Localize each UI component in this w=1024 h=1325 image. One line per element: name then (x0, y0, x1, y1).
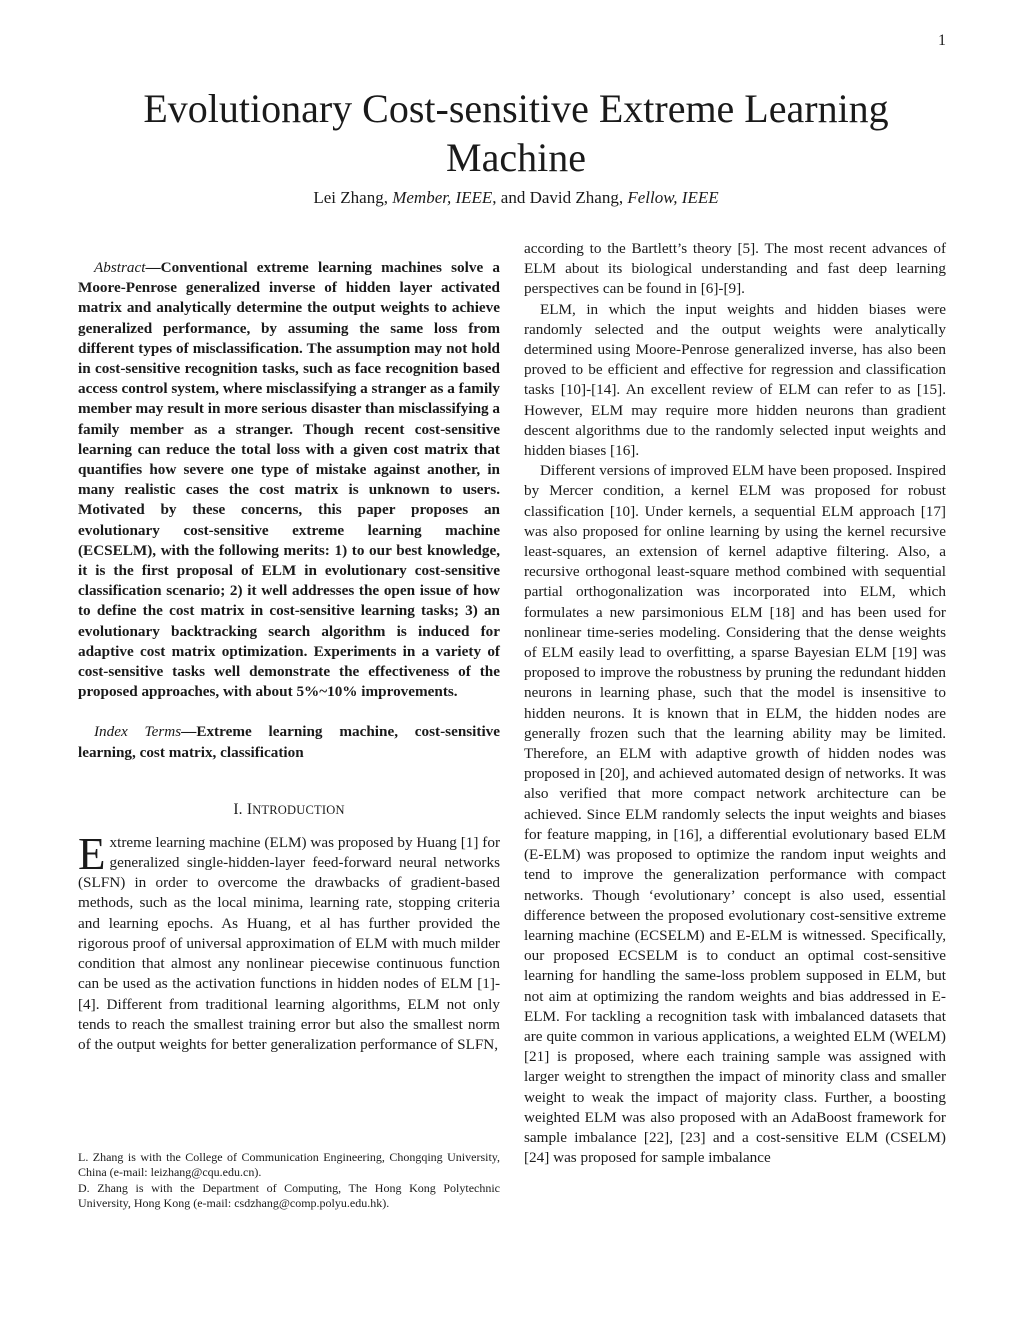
section-number: I. (233, 800, 243, 818)
abstract-label: Abstract (94, 259, 146, 276)
paper-title: Evolutionary Cost-sensitive Extreme Learning Machine (143, 86, 889, 180)
author-2-name: David Zhang, (529, 188, 624, 207)
index-terms-text: —Extreme learning machine, cost-sensitive learning, cost matrix, classification (78, 723, 501, 761)
section-title-initial: I (246, 800, 253, 818)
left-column (78, 258, 500, 1055)
paragraph-elm-overview: ELM, in which the input weights and hidden biases were randomly selected and the output weights were analytically determined using Moore-Penrose generalized inverse, has also been proved to be efficient and effective for regression and classification tasks [10]-[14]. An excellent review of ELM can refer to as [15]. However, ELM may require more hidden neurons than gradient descent algorithms due to the randomly selected input weights and hidden biases [16]. (524, 300, 946, 460)
footnotes (78, 1150, 500, 1212)
paragraph-bartlett: according to the Bartlett’s theory [5]. The most recent advances of ELM about its biological understanding and fast deep learning perspectives can be found in [6]-[9]. (524, 240, 946, 298)
author-2-role: Fellow, IEEE (627, 188, 719, 207)
intro-paragraph-1 (78, 828, 500, 1055)
author-1-name: Lei Zhang, (313, 188, 388, 207)
right-column (524, 239, 946, 1168)
abstract-text: —Conventional extreme learning machines solve a Moore-Penrose generalized inverse of hidden layer activated matrix and analytically determine the output weights to achieve generalized performance, by assuming the same loss from different types of misclassification. The assumption may not hold in cost-sensitive recognition tasks, such as face recognition based access control system, where misclassifying a stranger as a family member may result in more serious disaster than misclassifying a family member as a stranger. Though recent cost-sensitive learning can reduce the total loss with a given cost matrix that quantifies how severe one type of mistake against another, in many realistic cases the cost matrix is unknown to users. Motivated by these concerns, this paper proposes an evolutionary cost-sensitive extreme learning machine (ECSELM), with the following merits: 1) to our best knowledge, it is the first proposal of ELM in evolutionary cost-sensitive classification scenario; 2) it well addresses the open issue of how to define the cost matrix in cost-sensitive learning tasks; 3) an evolutionary backtracking search algorithm is induced for adaptive cost matrix optimization. Experiments in a variety of cost-sensitive tasks well demonstrate the effectiveness of the proposed approaches, with about 5%~10% improvements. (78, 259, 501, 701)
index-terms (78, 722, 500, 762)
author-line (80, 188, 952, 208)
page-number: 1 (938, 32, 946, 49)
footnote-author-2: D. Zhang is with the Department of Computing, The Hong Kong Polytechnic University, Hong Kong (e-mail: csdzhang@comp.polyu.edu.hk). (78, 1180, 500, 1211)
abstract (78, 258, 500, 702)
intro-paragraph-1-text: xtreme learning machine (ELM) was proposed by Huang [1] for generalized single-hidden-layer feed-forward neural networks (SLFN) in order to overcome the drawbacks of gradient-based methods, such as the local minima, learning rate, stopping criteria and learning epochs. As Huang, et al has further provided the rigorous proof of universal approximation of ELM with much milder condition that almost any nonlinear piecewise continuous function can be used as the activation functions in hidden nodes of ELM [1]-[4]. Different from traditional learning algorithms, ELM not only tends to reach the smallest training error but also the smallest norm of the output weights for better generalization performance of SLFN, (78, 833, 500, 1053)
drop-cap: E (78, 828, 106, 879)
index-terms-label: Index Terms (94, 723, 182, 741)
section-heading-introduction (78, 801, 500, 819)
footnote-author-1: L. Zhang is with the College of Communication Engineering, Chongqing University, China (e-mail: leizhang@cqu.edu.cn). (78, 1150, 500, 1180)
author-connector: , and (492, 188, 526, 207)
paragraph-elm-variants: Different versions of improved ELM have been proposed. Inspired by Mercer condition, a kernel ELM was proposed for robust classification [10]. Under kernels, a sequential ELM approach [17] was also proposed for online learning by using the kernel recursive least-squares, an extension of kernel adaptive filtering. Also, a recursive orthogonal least-square method combined with sequential partial orthogonalization was incorporated into ELM, which formulates a new parsimonious ELM [18] and has been used for nonlinear time-series modeling. Considering that the dense weights of ELM easily lead to overfitting, a sparse Bayesian ELM [19] was proposed to improve the robustness by pruning the redundant hidden neurons in learning phase, such that the model is insensitive to hidden neurons. It is known that in ELM, the hidden nodes are generally frozen such that the learning ability may be limited. Therefore, an ELM with adaptive growth of hidden nodes was proposed in [20], and achieved automated design of networks. It was also verified that more compact network architecture can be achieved. Since ELM randomly selects the input weights and biases for feature mapping, in [16], a differential evolutionary based ELM (E-ELM) was proposed to optimize the random input weights and tend to improve the generalization performance with compact networks. Though ‘evolutionary’ concept is also used, essential difference between the proposed evolutionary cost-sensitive extreme learning machine (ECSELM) and E-ELM is witnessed. Specifically, our proposed ECSELM is to conduct an optimal cost-sensitive learning for handling the same-loss problem supposed in ELM, but not aim at optimizing the random weights and bias addressed in E-ELM. For tackling a recognition task with imbalanced datasets that are quite common in various applications, a weighted ELM (WELM) [21] is proposed, where each training sample was assigned with larger weight to strengthen the impact of minority class and smaller weight to weak the impact of majority class. Further, a boosting weighted ELM was also proposed with an AdaBoost framework for sample imbalance [22], [23] and a cost-sensitive ELM (CSELM) [24] was proposed for sample imbalance (524, 462, 946, 1167)
section-title-rest: NTRODUCTION (252, 802, 345, 817)
author-1-role: Member, IEEE (392, 188, 493, 207)
